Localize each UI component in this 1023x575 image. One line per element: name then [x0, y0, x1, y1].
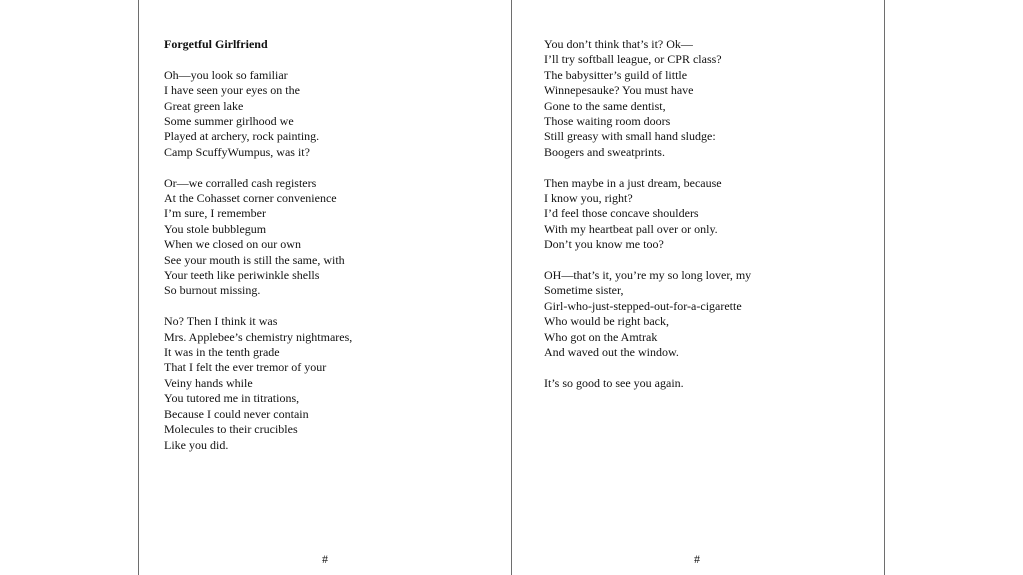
poem-line: And waved out the window. [544, 345, 679, 360]
poem-line: So burnout missing. [164, 283, 261, 298]
poem-line: See your mouth is still the same, with [164, 252, 345, 267]
poem-line: Like you did. [164, 437, 229, 452]
poem-line: Winnepesauke? You must have [544, 83, 694, 98]
poem-line: At the Cohasset corner convenience [164, 191, 337, 206]
poem-line: Gone to the same dentist, [544, 98, 666, 113]
poem-line: Still greasy with small hand sludge: [544, 129, 716, 144]
poem-line: I’ll try softball league, or CPR class? [544, 52, 722, 67]
poem-line: No? Then I think it was [164, 314, 278, 329]
poem-line: You stole bubblegum [164, 221, 267, 236]
poem-line: Your teeth like periwinkle shells [164, 268, 320, 283]
poem-line: You tutored me in titrations, [164, 391, 300, 406]
right-stanzas [544, 37, 751, 391]
poem-line: Or—we corralled cash registers [164, 175, 317, 190]
left-page-text [164, 37, 352, 468]
poem-line: I know you, right? [544, 191, 633, 206]
poem-line: Sometime sister, [544, 283, 624, 298]
poem-line: With my heartbeat pall over or only. [544, 221, 718, 236]
poem-line: I’d feel those concave shoulders [544, 206, 699, 221]
poem-line: Who would be right back, [544, 314, 669, 329]
stanza [164, 176, 352, 299]
poem-title: Forgetful Girlfriend [164, 37, 268, 51]
poem-line: Veiny hands while [164, 375, 253, 390]
poem-line: I’m sure, I remember [164, 206, 266, 221]
poem-line: Then maybe in a just dream, because [544, 175, 722, 190]
poem-line: OH—that’s it, you’re my so long lover, my [544, 268, 752, 283]
poem-line: It’s so good to see you again. [544, 375, 684, 390]
poem-line: Boogers and sweatprints. [544, 144, 665, 159]
poem-line: Don’t you know me too? [544, 237, 664, 252]
poem-line: Because I could never contain [164, 406, 309, 421]
stanza [164, 314, 352, 453]
poem-line: Those waiting room doors [544, 114, 671, 129]
left-page [138, 0, 511, 575]
stanza [164, 68, 352, 160]
right-page [511, 0, 885, 575]
right-page-text [544, 37, 751, 407]
poem-line: Oh—you look so familiar [164, 67, 288, 82]
poem-line: That I felt the ever tremor of your [164, 360, 327, 375]
poem-line: The babysitter’s guild of little [544, 67, 688, 82]
poem-line: You don’t think that’s it? Ok— [544, 37, 693, 51]
stanza [544, 376, 751, 391]
left-stanzas [164, 68, 352, 453]
stanza [544, 176, 751, 253]
poem-line: Who got on the Amtrak [544, 329, 658, 344]
poem-line: When we closed on our own [164, 237, 301, 252]
stanza [544, 268, 751, 360]
page-number: # [694, 552, 700, 566]
poem-line: I have seen your eyes on the [164, 83, 300, 98]
page-number: # [322, 552, 328, 566]
book-spread [138, 0, 885, 575]
poem-line: Molecules to their crucibles [164, 422, 298, 437]
poem-line: Girl-who-just-stepped-out-for-a-cigarette [544, 298, 742, 313]
poem-line: Some summer girlhood we [164, 114, 294, 129]
poem-line: Played at archery, rock painting. [164, 129, 320, 144]
poem-line: It was in the tenth grade [164, 345, 280, 360]
poem-line: Camp ScuffyWumpus, was it? [164, 144, 310, 159]
poem-line: Great green lake [164, 98, 244, 113]
stanza [544, 37, 751, 160]
poem-line: Mrs. Applebee’s chemistry nightmares, [164, 329, 353, 344]
